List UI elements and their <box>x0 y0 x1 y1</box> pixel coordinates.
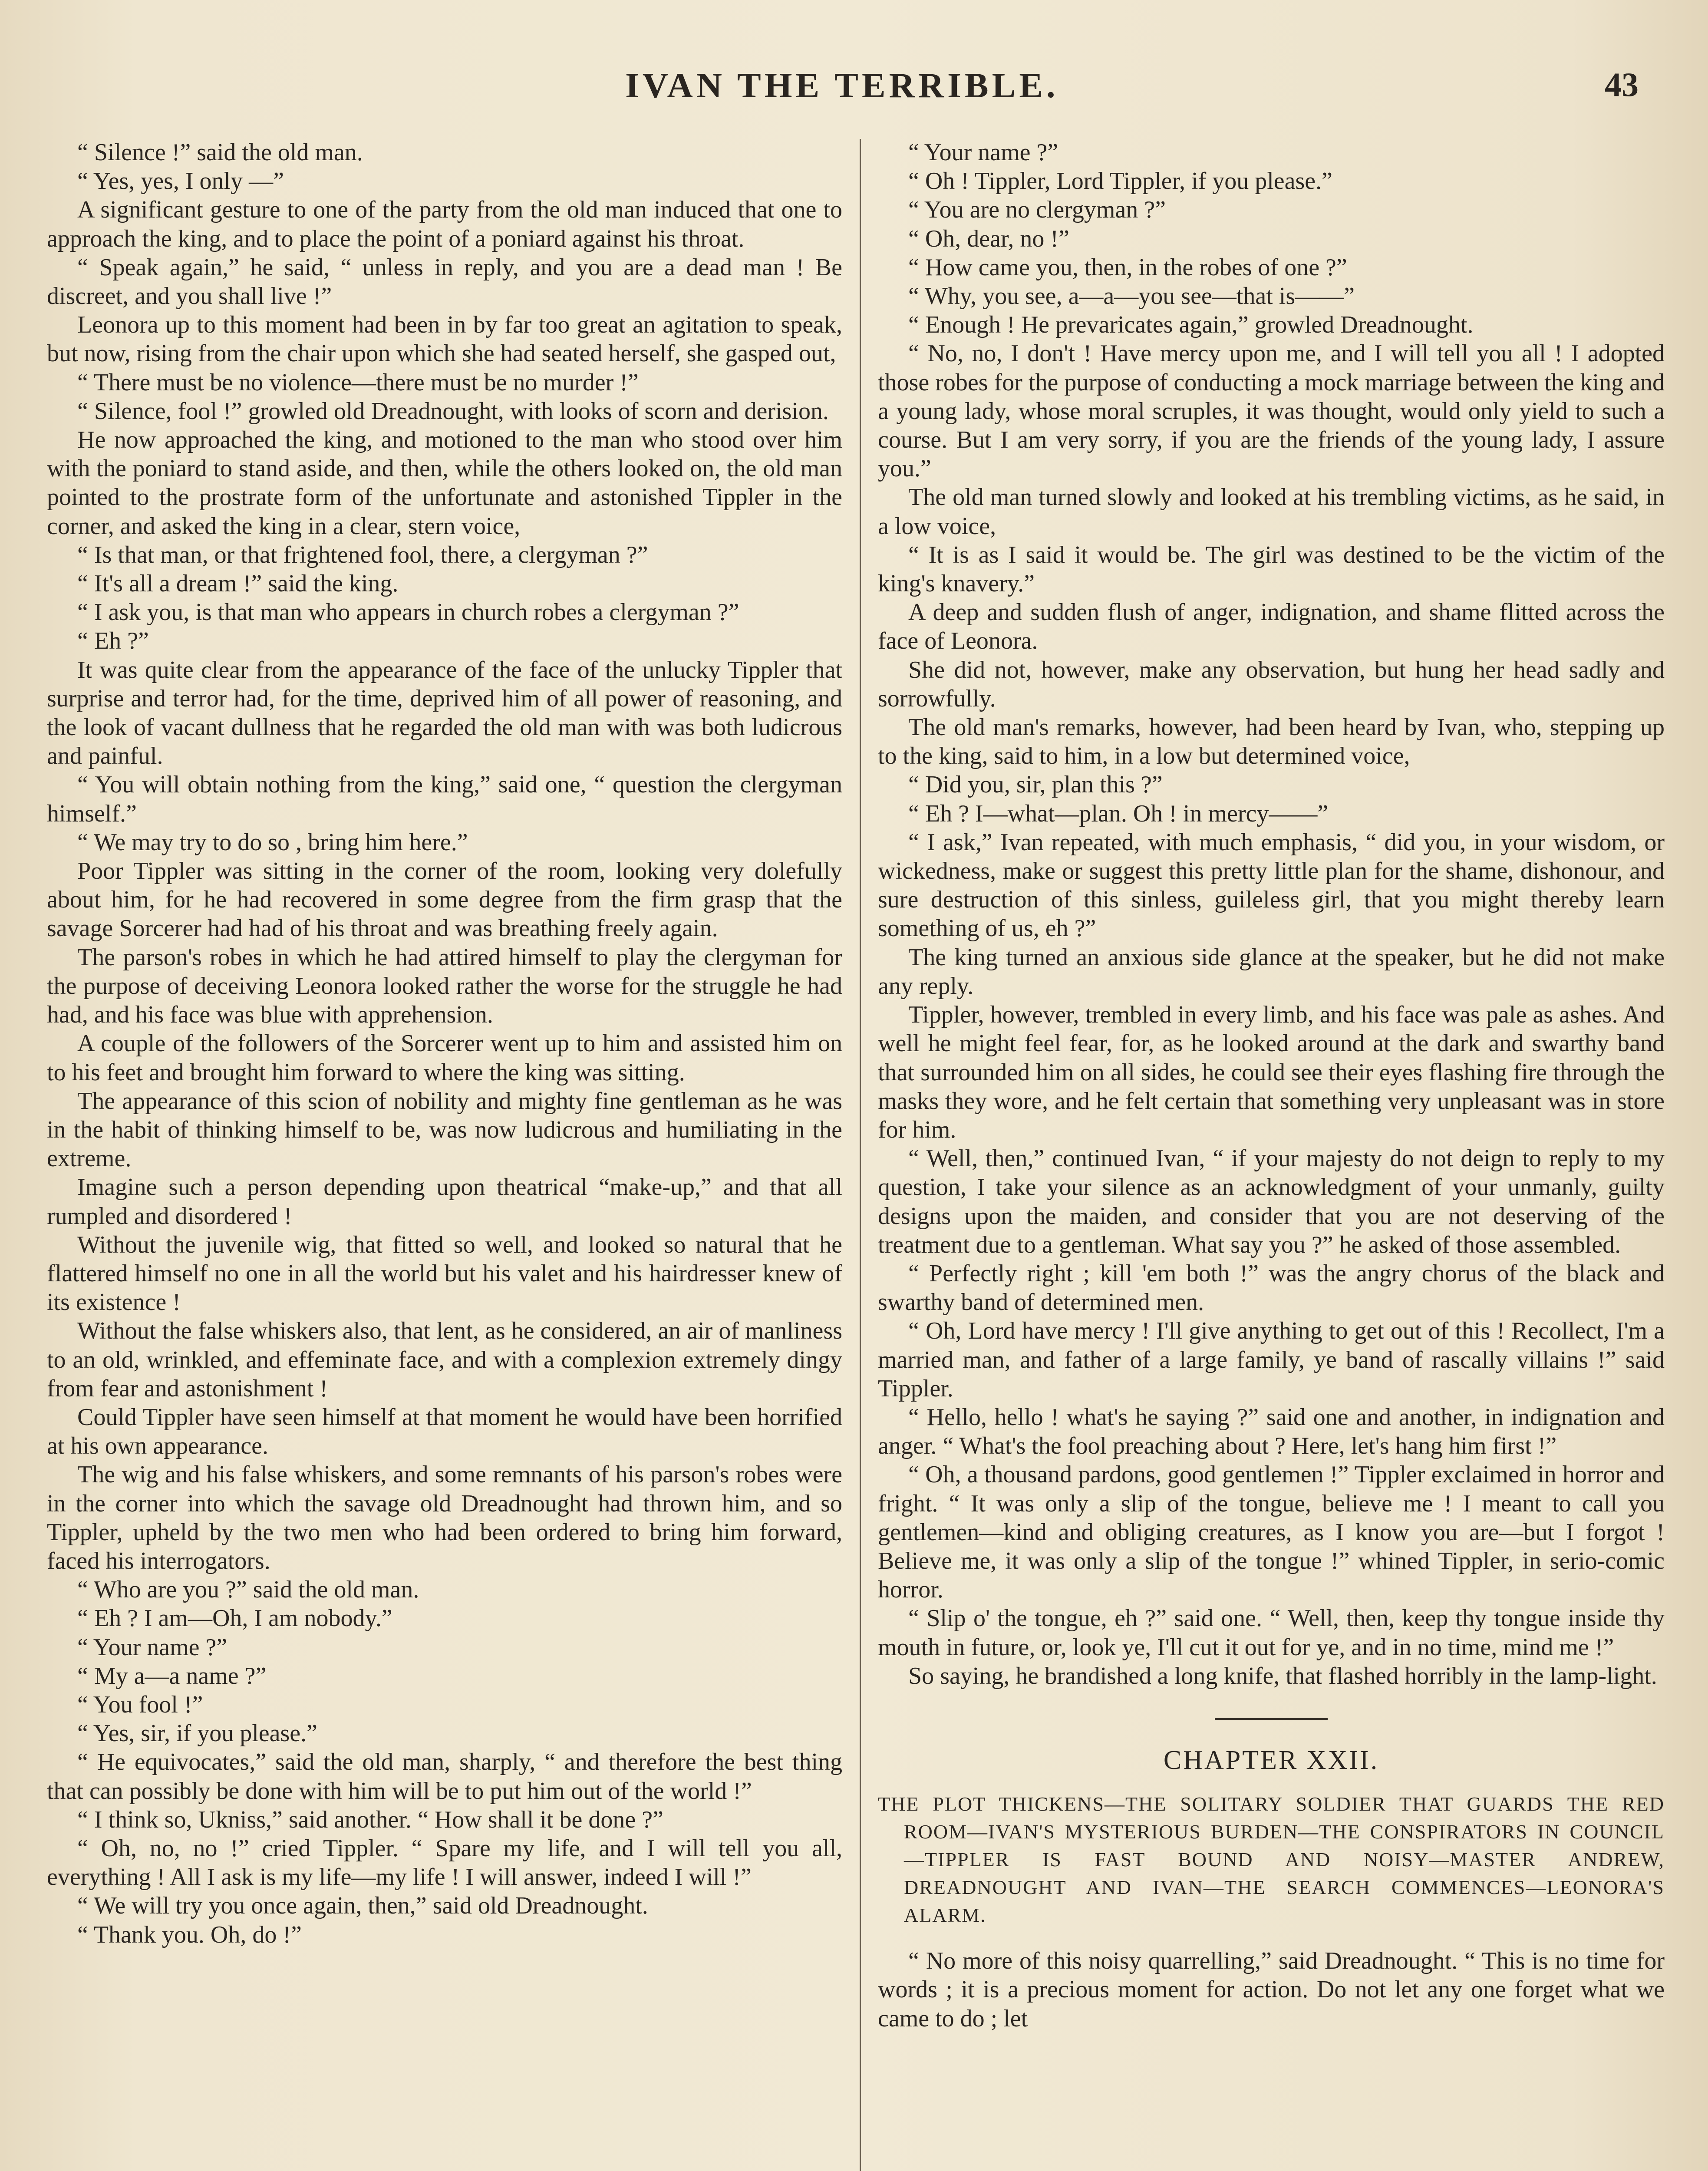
paragraph: The old man turned slowly and looked at his trembling victims, as he said, in a low voice, <box>878 484 1665 540</box>
paragraph: “ Your name ?” <box>77 1633 228 1661</box>
paragraph: The wig and his false whiskers, and some remnants of his parson's robes were in the corner into which the savage old Dreadnought had thrown him, and so Tippler, upheld by the two men who had been ordered to bring him forward, faced his interrogators. <box>47 1461 842 1574</box>
paragraph: “ Perfectly right ; kill 'em both !” was the angry chorus of the black and swarthy band of determined men. <box>878 1260 1665 1316</box>
paragraph: The parson's robes in which he had attired himself to play the clergyman for the purpose of deceiving Leonora looked rather the worse for the struggle he had had, and his face was blue with apprehension. <box>47 944 842 1029</box>
paragraph: “ How came you, then, in the robes of one ?” <box>908 254 1347 281</box>
paragraph: A significant gesture to one of the party from the old man induced that one to approach the king, and to place the point of a poniard against his throat. <box>47 196 842 252</box>
paragraph: “ I think so, Ukniss,” said another. “ How shall it be done ?” <box>77 1806 663 1833</box>
paragraph: “ Silence, fool !” growled old Dreadnought, with looks of scorn and derision. <box>77 397 829 425</box>
paragraph: “ Did you, sir, plan this ?” <box>908 771 1163 798</box>
paragraph: “ We may try to do so , bring him here.” <box>77 828 468 856</box>
paragraph: “ Oh, a thousand pardons, good gentlemen !” Tippler exclaimed in horror and fright. “ It was only a slip of the tongue, believe me ! I meant to call you gentlemen—kind and obliging creatures, as I know you are—but I forgot ! Believe me, it was only a slip of the tongue !” whined Tippler, in serio-comic horror. <box>878 1461 1665 1604</box>
paragraph: He now approached the king, and motioned to the man who stood over him with the poniard to stand aside, and then, while the others looked on, the old man pointed to the prostrate form of the unfortunate and astonished Tippler in the corner, and asked the king in a clear, stern voice, <box>47 426 842 540</box>
paragraph: “ There must be no violence—there must be no murder !” <box>77 369 639 396</box>
paragraph: “ Is that man, or that frightened fool, there, a clergyman ?” <box>77 541 648 568</box>
column-divider <box>860 139 861 2171</box>
paragraph: Imagine such a person depending upon theatrical “make-up,” and that all rumpled and disordered ! <box>47 1174 842 1230</box>
paragraph: Without the false whiskers also, that lent, as he considered, an air of manliness to an old, wrinkled, and effeminate face, and with a complexion extremely dingy from fear and astonishment ! <box>47 1317 842 1402</box>
paragraph: “ Yes, yes, I only —” <box>77 168 284 195</box>
paragraph: “ Oh, Lord have mercy ! I'll give anything to get out of this ! Recollect, I'm a married man, and father of a large family, ye band of rascally villains !” said Tippler. <box>878 1317 1665 1402</box>
paragraph: Without the juvenile wig, that fitted so well, and looked so natural that he flattered himself no one in all the world but his valet and his hairdresser knew of its existence ! <box>47 1231 842 1316</box>
running-title: IVAN THE TERRIBLE. <box>625 66 1059 105</box>
paragraph: “ I ask,” Ivan repeated, with much emphasis, “ did you, in your wisdom, or wickedness, make or suggest this pretty little plan for the shame, dishonour, and sure destruction of this sinless, guileless girl, that you might thereby learn something of us, eh ?” <box>878 828 1665 942</box>
chapter-synopsis: THE PLOT THICKENS—THE SOLITARY SOLDIER THAT GUARDS THE RED ROOM—IVAN'S MYSTERIOUS BURDEN—THE CONSPIRATORS IN COUNCIL—TIPPLER IS FAST BOUND AND NOISY—MASTER ANDREW, DREADNOUGHT AND IVAN—THE SEARCH COMMENCES—LEONORA'S ALARM. <box>878 1793 1665 1927</box>
paragraph: “ You fool !” <box>77 1691 203 1718</box>
paragraph: “ Oh, no, no !” cried Tippler. “ Spare my life, and I will tell you all, everything ! All I ask is my life—my life ! I will answer, indeed I will !” <box>47 1834 842 1891</box>
paragraph: “ Thank you. Oh, do !” <box>77 1921 302 1948</box>
paragraph: She did not, however, make any observation, but hung her head sadly and sorrowfully. <box>878 656 1665 712</box>
paragraph: Tippler, however, trembled in every limb, and his face was pale as ashes. And well he might feel fear, for, as he looked around at the dark and swarthy band that surrounded him on all sides, he could see their eyes flashing fire through the masks they wore, and he felt certain that something very unpleasant was in store for him. <box>878 1001 1665 1143</box>
paragraph: Poor Tippler was sitting in the corner of the room, looking very dolefully about him, for he had recovered in some degree from the firm grasp that the savage Sorcerer had had of his throat and was breathing freely again. <box>47 858 842 942</box>
paragraph: The king turned an anxious side glance at the speaker, but he did not make any reply. <box>878 944 1665 1000</box>
paragraph: “ I ask you, is that man who appears in church robes a clergyman ?” <box>77 599 739 626</box>
chapter-separator-rule <box>1215 1718 1328 1720</box>
left-column <box>47 138 842 2171</box>
paragraph: Leonora up to this moment had been in by far too great an agitation to speak, but now, rising from the chair upon which she had seated herself, she gasped out, <box>47 311 842 367</box>
paragraph: “ Oh, dear, no !” <box>908 225 1069 252</box>
paragraph: “ Eh ? I—what—plan. Oh ! in mercy——” <box>908 800 1329 827</box>
paragraph: “ No, no, I don't ! Have mercy upon me, and I will tell you all ! I adopted those robes for the purpose of conducting a mock marriage between the king and a young lady, whose moral scruples, it was thought, would only yield to such a course. But I am very sorry, if you are the friends of the young lady, I assure you.” <box>878 340 1665 482</box>
paragraph: “ Eh ?” <box>77 627 149 655</box>
paragraph: “ Slip o' the tongue, eh ?” said one. “ Well, then, keep thy tongue inside thy mouth in future, or, look ye, I'll cut it out for ye, and in no time, mind me !” <box>878 1605 1665 1661</box>
paragraph: Could Tippler have seen himself at that moment he would have been horrified at his own appearance. <box>47 1403 842 1460</box>
paragraph: “ Hello, hello ! what's he saying ?” said one and another, in indignation and anger. “ What's the fool preaching about ? Here, let's hang him first !” <box>878 1403 1665 1460</box>
paragraph: The old man's remarks, however, had been heard by Ivan, who, stepping up to the king, said to him, in a low but determined voice, <box>878 714 1665 770</box>
paragraph: “ Well, then,” continued Ivan, “ if your majesty do not deign to reply to my question, I take your silence as an acknowledgment of your unmanly, guilty designs upon the maiden, and consider that you are not deserving of the treatment due to a gentleman. What say you ?” he asked of those assembled. <box>878 1145 1665 1258</box>
paragraph: “ You will obtain nothing from the king,” said one, “ question the clergyman himself.” <box>47 771 842 827</box>
right-column <box>878 138 1665 2171</box>
paragraph: “ Your name ?” <box>908 139 1058 166</box>
page-header <box>0 61 1708 113</box>
paragraph: “ It's all a dream !” said the king. <box>77 570 399 597</box>
paragraph: “ Eh ? I am—Oh, I am nobody.” <box>77 1605 392 1632</box>
paragraph: So saying, he brandished a long knife, that flashed horribly in the lamp-light. <box>908 1662 1657 1689</box>
paragraph: “ It is as I said it would be. The girl was destined to be the victim of the king's knavery.” <box>878 541 1665 597</box>
paragraph: “ Silence !” said the old man. <box>77 139 363 166</box>
paragraph: A deep and sudden flush of anger, indignation, and shame flitted across the face of Leonora. <box>878 599 1665 655</box>
paragraph: “ My a—a name ?” <box>77 1662 267 1689</box>
paragraph: The appearance of this scion of nobility and mighty fine gentleman as he was in the habit of thinking himself to be, was now ludicrous and humiliating in the extreme. <box>47 1087 842 1172</box>
paragraph: “ Speak again,” he said, “ unless in reply, and you are a dead man ! Be discreet, and you shall live !” <box>47 254 842 310</box>
right-column-paragraphs <box>878 138 1665 1690</box>
page-number: 43 <box>1605 66 1639 103</box>
chapter-opening-paragraph: “ No more of this noisy quarrelling,” said Dreadnought. “ This is no time for words ; it is a precious moment for action. Do not let any one forget what we came to do ; let <box>878 1947 1665 2032</box>
paragraph: “ Why, you see, a—a—you see—that is——” <box>908 283 1355 310</box>
paragraph: “ Who are you ?” said the old man. <box>77 1576 419 1604</box>
paragraph: “ You are no clergyman ?” <box>908 196 1166 224</box>
paragraph: “ Enough ! He prevaricates again,” growled Dreadnought. <box>908 311 1474 339</box>
paragraph: “ Oh ! Tippler, Lord Tippler, if you please.” <box>908 168 1332 195</box>
paragraph: It was quite clear from the appearance of the face of the unlucky Tippler that surprise and terror had, for the time, deprived him of all power of reasoning, and the look of vacant dullness that he regarded the old man with was both ludicrous and painful. <box>47 656 842 770</box>
paragraph: “ Yes, sir, if you please.” <box>77 1720 317 1747</box>
chapter-heading: CHAPTER XXII. <box>1163 1745 1379 1775</box>
paragraph: A couple of the followers of the Sorcerer went up to him and assisted him on to his feet and brought him forward to where the king was sitting. <box>47 1030 842 1086</box>
paragraph: “ We will try you once again, then,” said old Dreadnought. <box>77 1892 648 1920</box>
paragraph: “ He equivocates,” said the old man, sharply, “ and therefore the best thing that can possibly be done with him will be to put him out of the world !” <box>47 1749 842 1805</box>
